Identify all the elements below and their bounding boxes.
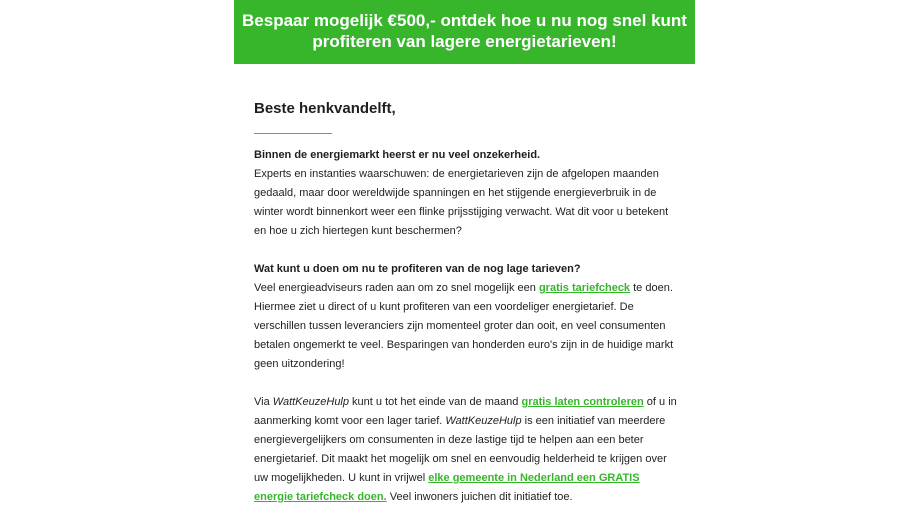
paragraph-wattkeuzehulp [254,393,678,507]
header-banner [234,0,695,64]
gratis-laten-controleren-link[interactable]: gratis laten controleren [521,396,644,408]
header-title-line-2: profiteren van lagere energietarieven! [312,32,617,51]
paragraph-heading: Binnen de energiemarkt heerst er nu veel onzekerheid. [254,149,541,161]
text-line: energie tariefcheck doen. Veel inwoners juichen dit initiatief toe. [254,491,573,503]
email-content [254,100,678,507]
text-line: Veel energieadviseurs raden aan om zo snel mogelijk een gratis tariefcheck te doen. [254,282,673,294]
text-line: uw mogelijkheden. U kunt in vrijwel elke gemeente in Nederland een GRATIS [254,472,640,484]
divider [254,133,332,134]
gratis-tariefcheck-link[interactable]: gratis tariefcheck [538,282,631,294]
brand-name: WattKeuzeHulp [445,415,522,427]
text-line: verschillen tussen leveranciers zijn momenteel groter dan ooit, en veel consumenten [254,320,666,332]
paragraph-uncertainty [254,146,678,241]
gemeente-tariefcheck-link-continued[interactable]: energie tariefcheck doen. [254,491,387,503]
text-line: energievergelijkers om consumenten in deze lastige tijd te helpen aan een beter [254,434,644,446]
text-line: en hoe u zich hiertegen kunt beschermen? [254,225,462,237]
gemeente-tariefcheck-link[interactable]: elke gemeente in Nederland een GRATIS [428,472,640,484]
paragraph-heading: Wat kunt u doen om nu te profiteren van de nog lage tarieven? [254,263,581,275]
text-line: aanmerking komt voor een lager tarief. WattKeuzeHulp is een initiatief van meerdere [254,415,666,427]
text-line: betalen ongemerkt te veel. Besparingen van honderden euro's zijn in de huidige markt [254,339,674,351]
text-line: energietarief. Dit maakt het mogelijk om snel en eenvoudig helderheid te krijgen over [254,453,667,465]
text-line: gedaald, maar door wereldwijde spanningen en het stijgende energieverbruik in de [254,187,657,199]
text-line: Via WattKeuzeHulp kunt u tot het einde van de maand gratis laten controleren of u in [254,396,677,408]
brand-name: WattKeuzeHulp [272,396,349,408]
text-line: winter wordt binnenkort weer een flinke prijsstijging verwacht. Wat dit voor u betekent [254,206,669,218]
greeting: Beste henkvandelft, [254,100,396,117]
paragraph-what-to-do [254,260,678,374]
text-line: Hiermee ziet u direct of u kunt profiteren van een voordeliger energietarief. De [254,301,634,313]
header-title-line-1: Bespaar mogelijk €500,- ontdek hoe u nu nog snel kunt [242,11,687,30]
text-line: Experts en instanties waarschuwen: de energietarieven zijn de afgelopen maanden [254,168,659,180]
text-line: geen uitzondering! [254,358,345,370]
